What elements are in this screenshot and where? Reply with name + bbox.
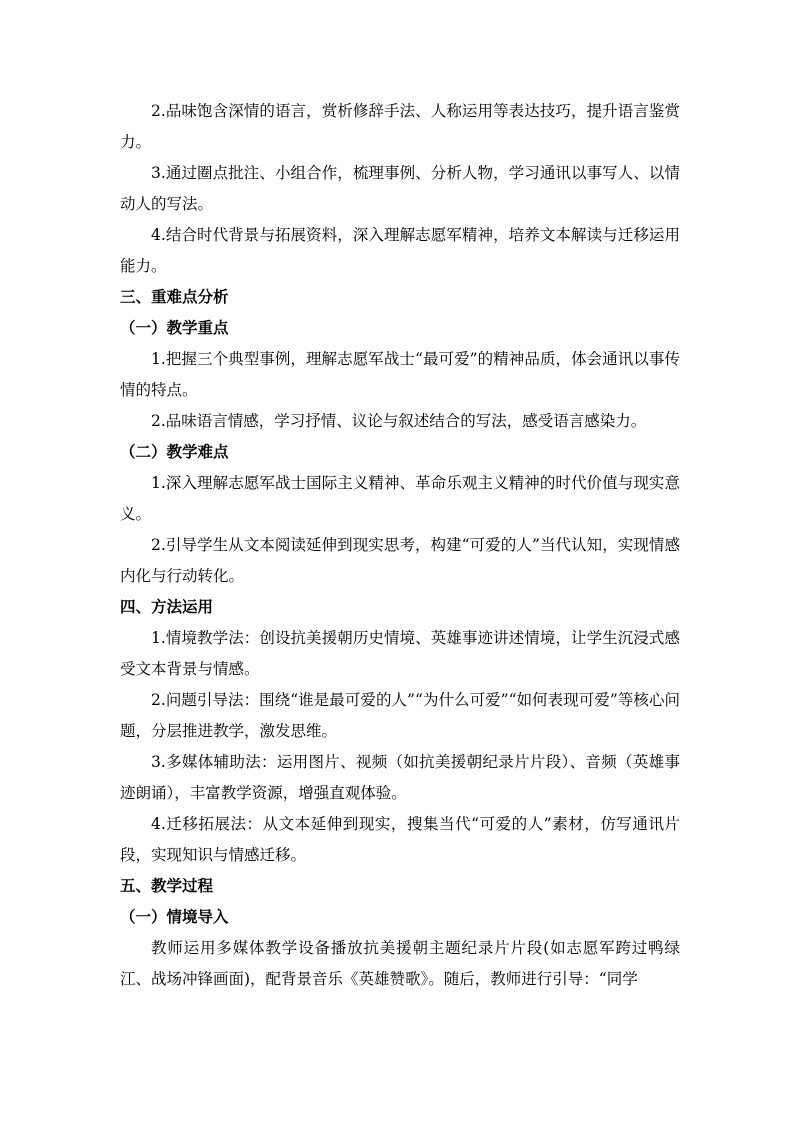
introduction-paragraph: 教师运用多媒体教学设备播放抗美援朝主题纪录片片段(如志愿军跨过鸭绿江、战场冲锋画面)，配背景音乐《英雄赞歌》。随后，教师进行引导：“同学: [120, 939, 680, 988]
method-3: 3.多媒体辅助法：运用图片、视频（如抗美援朝纪录片片段）、音频（英雄事迹朗诵），丰富教学资源，增强直观体验。: [120, 753, 680, 802]
method-2: 2.问题引导法：围绕“谁是最可爱的人”“为什么可爱”“如何表现可爱”等核心问题，分层推进教学，激发思维。: [120, 691, 680, 740]
section-heading-teaching-process: 五、教学过程: [120, 877, 214, 895]
section-heading-methods: 四、方法运用: [120, 598, 214, 616]
key-point-2: 2.品味语言情感，学习抒情、议论与叙述结合的写法，感受语言感染力。: [151, 412, 647, 430]
subheading-key-points: （一）教学重点: [120, 319, 229, 337]
key-point-1: 1.把握三个典型事例，理解志愿军战士“最可爱”的精神品质，体会通讯以事传情的特点。: [120, 350, 680, 399]
objective-4: 4.结合时代背景与拓展资料，深入理解志愿军精神，培养文本解读与迁移运用能力。: [120, 226, 680, 275]
method-4: 4.迁移拓展法：从文本延伸到现实，搜集当代“可爱的人”素材，仿写通讯片段，实现知识与情感迁移。: [120, 815, 680, 864]
method-1: 1.情境教学法：创设抗美援朝历史情境、英雄事迹讲述情境，让学生沉浸式感受文本背景与情感。: [120, 629, 680, 678]
document-page: [120, 96, 680, 995]
subheading-difficult-points: （二）教学难点: [120, 443, 229, 461]
subheading-introduction: （一）情境导入: [120, 908, 229, 926]
section-heading-key-difficult-points: 三、重难点分析: [120, 288, 229, 306]
difficult-point-1: 1.深入理解志愿军战士国际主义精神、革命乐观主义精神的时代价值与现实意义。: [120, 474, 680, 523]
objective-2: 2.品味饱含深情的语言，赏析修辞手法、人称运用等表达技巧，提升语言鉴赏力。: [120, 102, 680, 151]
difficult-point-2: 2.引导学生从文本阅读延伸到现实思考，构建“可爱的人”当代认知，实现情感内化与行动转化。: [120, 536, 680, 585]
objective-3: 3.通过圈点批注、小组合作，梳理事例、分析人物，学习通讯以事写人、以情动人的写法。: [120, 164, 680, 213]
